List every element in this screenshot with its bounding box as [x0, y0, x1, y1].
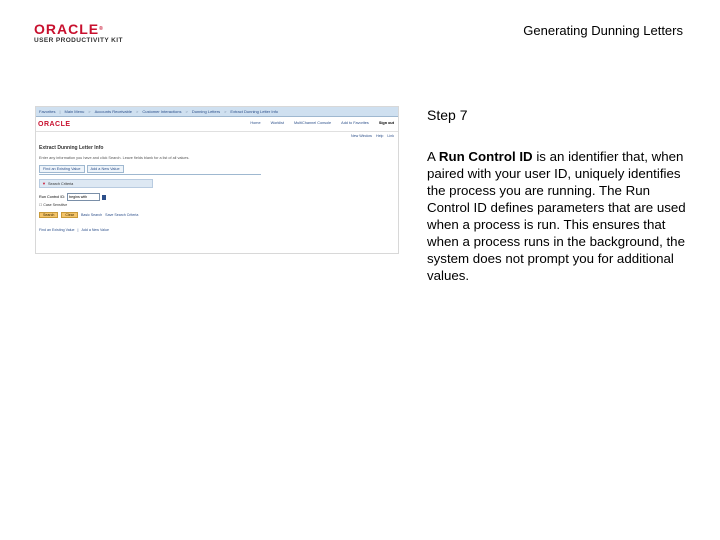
collapse-triangle-icon: ▼ — [42, 181, 46, 186]
breadcrumb-item[interactable]: Extract Dunning Letter Info — [230, 109, 279, 114]
home-link[interactable]: Home — [250, 121, 261, 125]
run-control-row — [39, 193, 269, 201]
step-description — [427, 148, 689, 284]
page-toolbar — [351, 134, 394, 138]
breadcrumb-separator: > — [185, 109, 188, 114]
search-tabs — [39, 165, 269, 173]
description-term: Run Control ID — [438, 149, 533, 164]
logo-product-text: USER PRODUCTIVITY KIT — [34, 37, 123, 44]
breadcrumb-separator: > — [224, 109, 227, 114]
search-criteria-label: Search Criteria — [47, 181, 74, 186]
multichannel-link[interactable]: MultiChannel Console — [294, 121, 332, 125]
breadcrumb-item[interactable]: Customer Interactions — [142, 109, 182, 114]
description-body: is an identifier that, when paired with your user ID, uniquely identifies the process you are running. The Run Control ID defines parameters that are used when a process is run. This ensures that when a process runs in the background, the system does not prompt you for additional values. — [427, 149, 686, 283]
instructions-text: Enter any information you have and click Search. Leave fields blank for a list of all values. — [39, 156, 190, 160]
tab-find-existing[interactable]: Find an Existing Value — [39, 165, 85, 173]
search-page — [39, 145, 269, 232]
step-label: Step 7 — [427, 107, 468, 123]
help-link[interactable]: Help — [376, 134, 384, 138]
breadcrumb-item[interactable]: Main Menu — [64, 109, 85, 114]
sign-out-link[interactable]: Sign out — [378, 121, 394, 125]
search-criteria-header[interactable] — [39, 179, 153, 188]
find-existing-link[interactable]: Find an Existing Value — [39, 228, 75, 232]
link-separator: | — [77, 228, 79, 232]
component-title: Extract Dunning Letter Info — [39, 145, 104, 151]
operator-select[interactable]: begins with — [67, 193, 100, 201]
case-sensitive-label: Case Sensitive — [43, 203, 68, 207]
run-control-label: Run Control ID: — [39, 195, 66, 199]
search-actions — [39, 212, 269, 218]
breadcrumb-separator: | — [59, 109, 61, 114]
breadcrumb-item[interactable]: Accounts Receivable — [94, 109, 132, 114]
new-window-link[interactable]: New Window — [351, 134, 372, 138]
logo-oracle-text: ORACLE® — [34, 21, 103, 37]
tab-add-new[interactable]: Add a New Value — [87, 165, 124, 173]
add-new-link[interactable]: Add a New Value — [81, 228, 109, 232]
search-button[interactable]: Search — [39, 212, 58, 218]
app-logo: ORACLE — [38, 121, 71, 128]
link-link[interactable]: Link — [387, 134, 394, 138]
app-header — [36, 117, 398, 132]
description-lead: A — [427, 149, 439, 164]
add-favorites-link[interactable]: Add to Favorites — [341, 121, 369, 125]
breadcrumb — [36, 107, 398, 117]
bottom-links — [39, 228, 269, 232]
page-title: Generating Dunning Letters — [523, 23, 683, 38]
run-control-input[interactable] — [102, 195, 106, 200]
clear-button[interactable]: Clear — [61, 212, 78, 218]
worklist-link[interactable]: Worklist — [270, 121, 284, 125]
case-sensitive-checkbox[interactable]: ☐ Case Sensitive — [39, 203, 68, 207]
breadcrumb-item[interactable]: Dunning Letters — [191, 109, 221, 114]
breadcrumb-separator: > — [88, 109, 91, 114]
top-links — [250, 121, 394, 125]
application-screenshot — [35, 106, 399, 254]
breadcrumb-item[interactable]: Favorites — [39, 109, 56, 114]
basic-search-link[interactable]: Basic Search — [80, 213, 103, 217]
tab-divider — [39, 174, 261, 175]
upk-logo — [34, 22, 126, 45]
breadcrumb-separator: > — [136, 109, 139, 114]
save-criteria-link[interactable]: Save Search Criteria — [105, 213, 139, 217]
